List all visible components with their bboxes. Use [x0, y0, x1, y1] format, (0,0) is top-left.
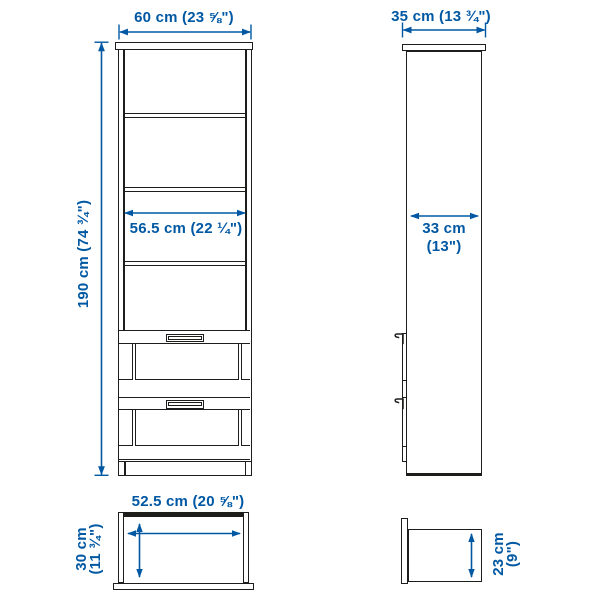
- drawer-depth-label-line2: (9"): [504, 540, 521, 568]
- drawer-side-panel-left: [118, 512, 124, 583]
- drawer1-handle-inset: [168, 336, 202, 340]
- front-plinth-foot-right: [245, 461, 247, 476]
- drawer-depth-dimension-arrow: [466, 532, 477, 579]
- drawer1-handle: [166, 334, 204, 343]
- drawer2-handle: [166, 400, 204, 409]
- drawer1-handle-hook-icon: [393, 331, 404, 344]
- drawer2-handle-hook-icon: [393, 396, 404, 409]
- drawer1-stile-left: [132, 344, 136, 381]
- front-shelf: [125, 261, 245, 266]
- inner-width-dimension-arrow: [123, 207, 247, 219]
- drawer-height-label-line1: 30 cm: [73, 527, 90, 571]
- side-drawer-front-divider: [403, 446, 407, 447]
- side-depth-label: 35 cm (13 ¾"): [391, 8, 491, 25]
- drawer-front-panel: [401, 518, 408, 585]
- side-inner-depth-label-line2: (13"): [426, 238, 462, 255]
- front-inner-wall-right: [245, 50, 247, 330]
- drawer2-stile-right: [238, 410, 242, 446]
- drawer-depth-label-line1: 23 cm: [490, 532, 507, 576]
- drawer-height-label: [75, 523, 103, 574]
- drawer-top-edge: [124, 512, 244, 517]
- drawer1-stile-right: [238, 344, 242, 381]
- height-dimension-arrow: [93, 40, 110, 477]
- side-inner-depth-label-line1: 33 cm: [422, 220, 466, 237]
- drawer2-handle-inset: [168, 402, 202, 406]
- front-plinth: [118, 461, 252, 476]
- drawer-depth-label: [492, 532, 520, 576]
- drawer-height-dimension-arrow: [134, 522, 145, 579]
- side-body: [406, 51, 482, 477]
- front-shelf: [125, 187, 245, 192]
- drawer-bottom-panel: [113, 583, 254, 590]
- front-height-label: 190 cm (74 ¾"): [75, 199, 92, 309]
- front-bottom-rail: [119, 446, 250, 460]
- drawer1-panel-row: [119, 344, 250, 381]
- front-width-label: 60 cm (23 ⅝"): [134, 9, 234, 26]
- front-inner-width-label: 56.5 cm (22 ¼"): [129, 220, 243, 237]
- front-shelf: [125, 113, 245, 118]
- drawer2-stile-left: [132, 410, 136, 446]
- side-drawer-front-divider: [403, 380, 407, 381]
- side-top-board: [402, 44, 487, 51]
- drawer-side-panel-right: [243, 512, 249, 583]
- drawer-width-label: 52.5 cm (20 ⅝"): [131, 493, 245, 510]
- front-plinth-foot-left: [124, 461, 126, 476]
- drawer2-panel-row: [119, 410, 250, 446]
- drawer-height-label-line2: (11 ¾"): [87, 523, 104, 575]
